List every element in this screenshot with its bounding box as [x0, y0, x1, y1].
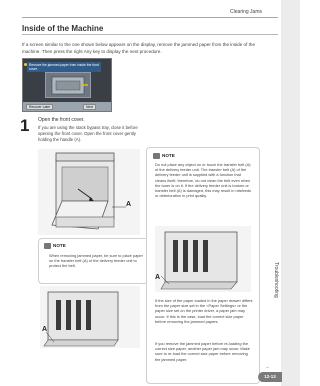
screen-button-bar: [23, 102, 111, 111]
note-box-right: [146, 147, 260, 384]
transfer-belt-illustration-right: [155, 226, 251, 292]
open-front-cover-illustration: [38, 149, 140, 235]
header-divider: [22, 17, 278, 18]
note-item-3: If you remove the jammed paper before re-loading the correct size paper, another paper jam may occur. Make sure to re-load the correct size paper before removing the jammed paper.: [155, 341, 250, 362]
label-transfer-belt-right: A: [155, 274, 161, 281]
intro-paragraph: If a screen similar to the one shown below appears on the display, remove the jammed paper from the inside of the machine. Then press the right Any key to display the next procedure.: [22, 42, 256, 54]
side-tab-label: Troubleshooting: [273, 262, 279, 298]
display-screen-figure: [22, 58, 112, 112]
machine-icon: [46, 73, 90, 97]
machine-illustration: [45, 72, 91, 98]
section-title: Inside of the Machine: [22, 24, 104, 33]
transfer-belt-illustration-left: [40, 286, 140, 348]
recover-later-button[interactable]: Recover Later: [26, 104, 53, 110]
next-button[interactable]: Next: [83, 104, 96, 110]
note-icon: [153, 153, 160, 159]
label-front-cover: A: [126, 201, 132, 208]
note-heading: NOTE: [162, 153, 175, 158]
step-title: Open the front cover.: [38, 117, 85, 123]
continue-arrow-icon: →: [265, 364, 270, 369]
note-box-left: [38, 238, 152, 284]
page-number: 12-13: [258, 372, 282, 382]
step-number: 1: [20, 116, 30, 135]
note-heading: NOTE: [53, 243, 66, 248]
note-icon: [44, 243, 51, 249]
side-tab: [281, 0, 300, 386]
label-transfer-belt-left: A: [42, 326, 48, 333]
chapter-header: Clearing Jams: [230, 9, 262, 15]
note-item-1: Do not place any object on or touch the transfer belt (A) of the delivery feeder unit. The transfer belt (A) of the delivery feeder unit is supplied with a function that cleans itself, therefore, do not clean the belt even when the toner is on it. If the delivery feeder unit is broken or transfer belt (A) is damaged, this may result in misfeeds or deterioration in print quality.: [155, 162, 252, 199]
note-text: When removing jammed paper, be sure to place paper on the transfer belt (A) of the delivery feeder unit to protect the belt.: [49, 253, 143, 269]
screen-message: Remove the jammed paper from inside the front cover.: [27, 62, 101, 72]
step-instructions: If you are using the stack bypass tray, close it before opening the front cover. Open the front cover gently holding the handle (A).: [38, 125, 138, 142]
note-item-2: If the size of the paper loaded in the paper drawer differs from the paper size set in the <Paper Settings> or the paper size set on the printer driver, a paper jam may occur. If this is the case, load the correct size paper before removing the jammed papers.: [155, 298, 253, 324]
section-divider: [22, 34, 278, 35]
